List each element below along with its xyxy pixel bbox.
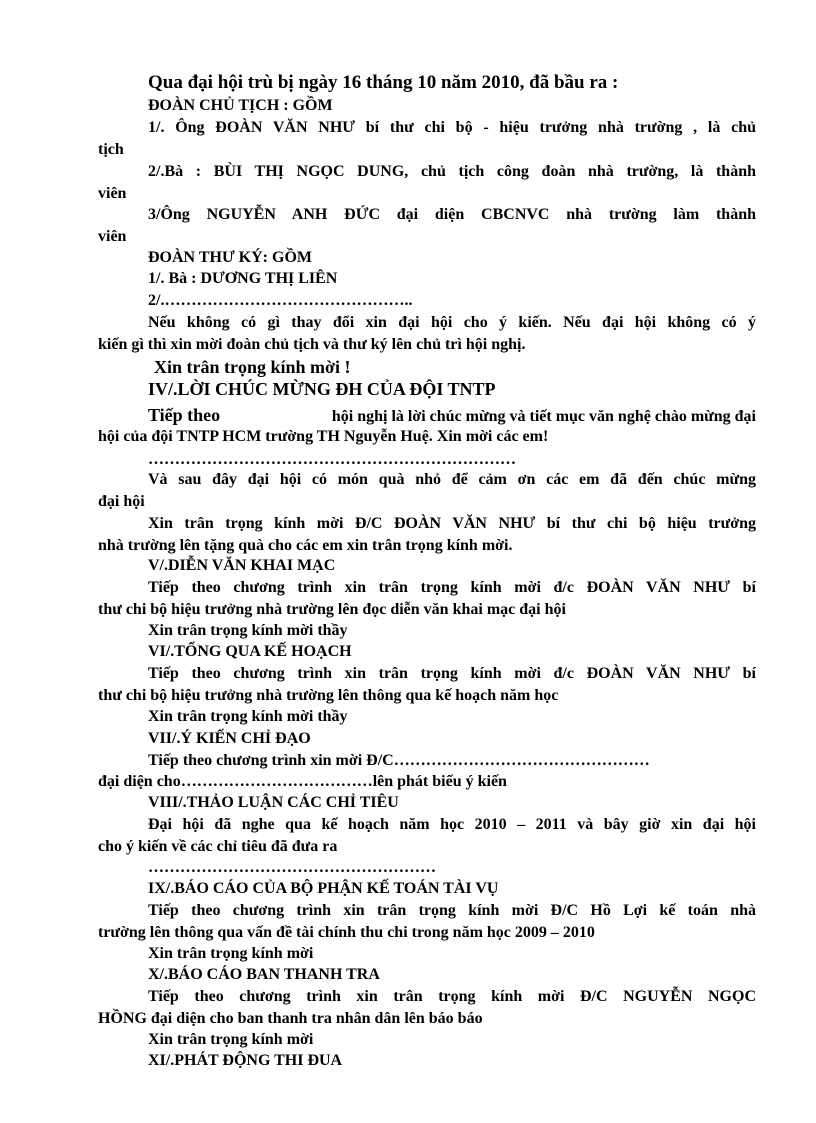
text-line: đại hội [98,493,145,510]
text-line: Tiếp theo chương trình xin trân trọng kính mời đ/c ĐOÀN VĂN NHƯ bí [148,579,756,596]
section-heading: VI/.TỔNG QUA KẾ HOẠCH [148,643,352,660]
text-line: hội của đội TNTP HCM trường TH Nguyễn Huệ. Xin mời các em! [98,428,549,445]
text-line: Xin trân trọng kính mời [148,945,314,962]
text-line: kiến gì thì xin mời đoàn chủ tịch và thư ký lên chủ trì hội nghị. [98,336,526,353]
text-line: Nếu không có gì thay đổi xin đại hội cho ý kiến. Nếu đại hội không có ý [148,314,756,331]
section-heading: X/.BÁO CÁO BAN THANH TRA [148,966,380,983]
text-line: HỒNG đại diện cho ban thanh tra nhân dân lên báo báo [98,1010,483,1027]
text-line: Xin trân trọng kính mời thầy [148,622,348,639]
text-line: Đại hội đã nghe qua kế hoạch năm học 2010 – 2011 và bây giờ xin đại hội [148,816,756,833]
text-line: viên [98,228,127,245]
section-heading: VIII/.THẢO LUẬN CÁC CHỈ TIÊU [148,794,399,811]
text-line: đại diện cho………………………………lên phát biểu ý kiến [98,773,507,790]
invitation-line: Xin trân trọng kính mời ! [154,357,351,377]
section-heading: V/.DIỄN VĂN KHAI MẠC [148,557,336,574]
text-line: Xin trân trọng kính mời thầy [148,708,348,725]
text-line: trường lên thông qua vấn đề tài chính thu chi trong năm học 2009 – 2010 [98,924,595,941]
text-line: Tiếp theo chương trình xin trân trọng kính mời Đ/C NGUYỄN NGỌC [148,988,756,1005]
section-heading: XI/.PHÁT ĐỘNG THI ĐUA [148,1052,343,1069]
section-heading: IX/.BÁO CÁO CỦA BỘ PHẬN KẾ TOÁN TÀI VỤ [148,880,499,897]
text-span: hội nghị là lời chúc mừng và tiết mục văn nghệ chào mừng đại [331,408,756,425]
secretary-heading: ĐOÀN THƯ KÝ: GỒM [148,249,312,266]
text-span: Tiếp theo [148,405,221,425]
text-line: tịch [98,141,124,158]
text-line: cho ý kiến về các chỉ tiêu đã đưa ra [98,838,338,855]
section-heading: VII/.Ý KIẾN CHỈ ĐẠO [148,730,311,747]
text-line: Xin trân trọng kính mời Đ/C ĐOÀN VĂN NHƯ bí thư chi bộ hiệu trưởng [148,515,756,532]
text-line: Tiếp theo chương trình xin trân trọng kính mời đ/c ĐOÀN VĂN NHƯ bí [148,665,756,682]
text-line: nhà trường lên tặng quà cho các em xin trân trọng kính mời. [98,537,513,554]
text-line: Tiếp theo chương trình xin mời Đ/C………………………………………… [148,752,650,769]
text-line: Tiếp theo chương trình xin trân trọng kính mời Đ/C Hồ Lợi kế toán nhà [148,902,756,919]
text-line: Và sau đây đại hội có món quà nhỏ để cảm ơn các em đã đến chúc mừng [148,471,756,488]
text-line: 1/. Ông ĐOÀN VĂN NHƯ bí thư chi bộ - hiệu trưởng nhà trường , là chủ [148,119,756,136]
dotted-line: ……………………………………………… [148,859,436,876]
section-heading: IV/.LỜI CHÚC MỪNG ĐH CỦA ĐỘI TNTP [148,379,496,399]
text-line: 3/Ông NGUYỄN ANH ĐỨC đại diện CBCNVC nhà trường làm thành [148,206,756,223]
text-line: Xin trân trọng kính mời [148,1031,314,1048]
text-line: 2/.……………………………………….. [148,292,413,309]
presidium-heading: ĐOÀN CHỦ TỊCH : GỒM [148,97,333,114]
dotted-line: …………………………………………………………… [148,451,516,468]
text-line [148,404,756,427]
intro-line: Qua đại hội trù bị ngày 16 tháng 10 năm 2010, đã bầu ra : [148,72,619,93]
text-line: 1/. Bà : DƯƠNG THỊ LIÊN [148,270,338,287]
text-line: 2/.Bà : BÙI THỊ NGỌC DUNG, chủ tịch công đoàn nhà trường, là thành [148,163,756,180]
text-line: viên [98,185,127,202]
text-line: thư chi bộ hiệu trưởng nhà trường lên đọc diễn văn khai mạc đại hội [98,601,566,618]
text-line: thư chi bộ hiệu trưởng nhà trường lên thông qua kế hoạch năm học [98,687,559,704]
